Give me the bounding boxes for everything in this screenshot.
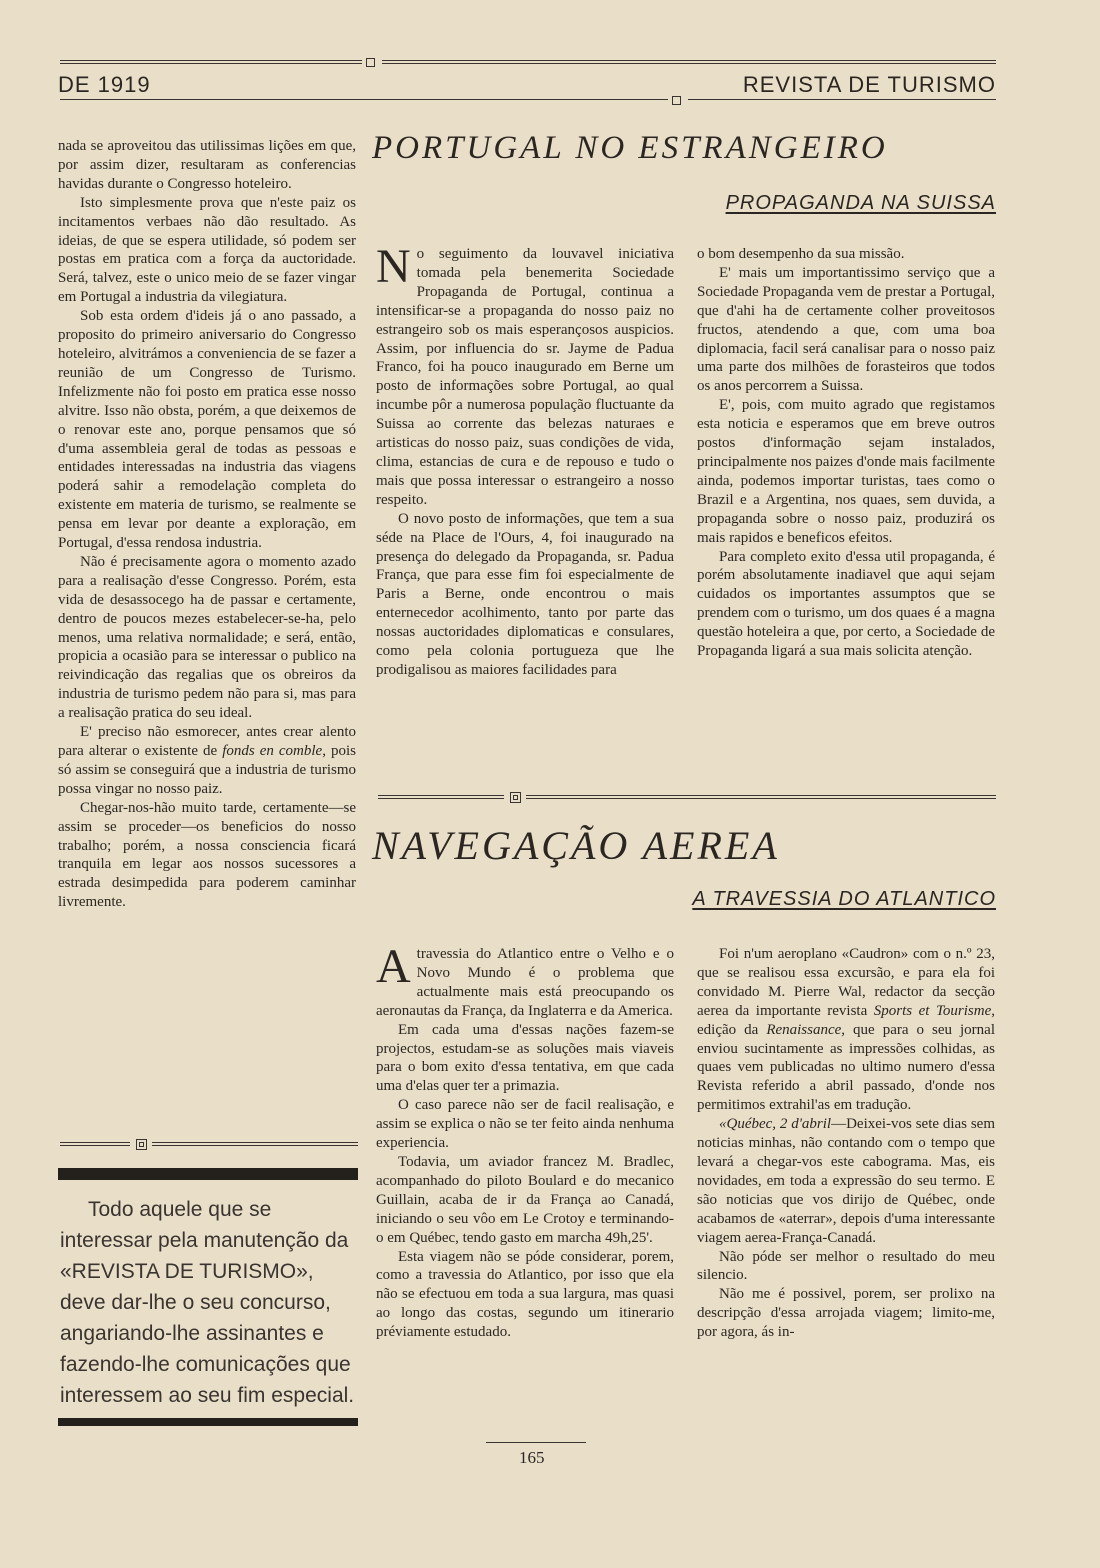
section-rule [526, 795, 996, 799]
italic-dateline: «Québec, 2 d'abril [719, 1116, 832, 1133]
top-rule-left [60, 60, 362, 64]
paragraph: E' preciso não esmorecer, antes crear alento para alterar o existente de fonds en comble, pois só assim se conseguirá que a industria de turismo possa vingar no nosso paiz. [58, 724, 356, 797]
paragraph: Não me é possivel, porem, ser prolixo na descripção d'essa arrojada viagem; limito-me, por agora, ás in- [697, 1286, 995, 1341]
drop-cap: N [376, 240, 411, 293]
article1-column-1 [376, 240, 674, 680]
paragraph: Isto simplesmente prova que n'este paiz os incitamentos verbaes não dão resultado. As ideias, de que se espera utilidade, só podem ser postas em pratica com a força da auctoridade. Será, talvez, este o unico meio de se fazer vingar em Portugal a industria da vilegiatura. [58, 194, 356, 306]
section-rule [378, 795, 504, 799]
top-rule-right [382, 60, 996, 64]
article2-column-2 [697, 945, 995, 1342]
paragraph: E', pois, com muito agrado que registamos esta noticia e esperamos que em breve outros postos d'informação sejam instalados, principalmente nos paizes d'onde mais facilmente ainda, podemos importar turistas, taes como o Brazil e a Argentina, nos quaes, sem duvida, a propaganda sobre o nosso paiz, produzirá os mais rapidos e beneficos efeitos. [697, 397, 996, 546]
paragraph: Chegar-nos-hão muito tarde, certamente—se assim se proceder—os beneficios do nosso trabalho; porém, a nossa consciencia ficará tranquila em legar aos nossos sucessores a estrada desimpedida para poderem caminhar livremente. [58, 799, 356, 911]
page-number: 165 [519, 1448, 545, 1467]
paragraph: Todavia, um aviador francez M. Bradlec, acompanhado do piloto Boulard e do mecanico Guillain, acaba de ir da França ao Canadá, iniciando o seu vôo em Le Crotoy e terminando-o em Québec, tendo gasto em marcha 49h,25'. [376, 1153, 674, 1246]
paragraph: O novo posto de informações, que tem a sua séde na Place de l'Ours, 4, foi inaugurado na presença do delegado da Propaganda, sr. Padua França, que para esse fim foi especialmente de Paris a Berne, onde encontrou o mais enternecedor acolhimento, tanto por parte das nossas auctoridades diplomaticas e consulares, como pela colonia portugueza que lhe prodigalisou as maiores facilidades para [376, 510, 674, 678]
header-rule-left [60, 99, 668, 100]
left-column [58, 137, 356, 912]
italic-phrase: fonds en comble [222, 743, 323, 759]
paragraph: O caso parece não ser de facil realisação, e assim se explica o não se ter feito ainda nenhuma experiencia. [376, 1097, 674, 1152]
article1-column-2 [697, 245, 995, 661]
ornament-box [510, 792, 521, 803]
paragraph: nada se aproveitou das utilissimas lições em que, por assim dizer, resultaram as conferencias havidas durante o Congresso hoteleiro. [58, 138, 356, 192]
article-subtitle: PROPAGANDA NA SUISSA [725, 192, 996, 214]
header-issue-year: DE 1919 [58, 72, 151, 97]
notice-bottom-bar [58, 1418, 358, 1426]
article-title: PORTUGAL NO ESTRANGEIRO [372, 130, 888, 166]
header-magazine-name: REVISTA DE TURISMO [742, 72, 996, 97]
paragraph: Foi n'um aeroplano «Caudron» com o n.º 23, que se realisou essa excursão, e para ela foi convidado M. Pierre Wal, redactor da secção aerea da importante revista Sports et Tourisme, edição da Renaissance, que para o seu jornal enviou sucintamente as impressões colhidas, as quaes vem publicadas no ultimo numero d'essa Revista referido a abril passado, d'onde nos permitimos extrahil'as em tradução. [697, 946, 996, 1114]
article-subtitle: A TRAVESSIA DO ATLANTICO [692, 888, 996, 910]
paragraph: Sob esta ordem d'ideis já o ano passado, a proposito do primeiro aniversario do Congresso hoteleiro, alvitrámos a conveniencia de se fazer a reunião de um Congresso de Turismo. Infelizmente não foi posto em pratica esse nosso alvitre. Isso não obsta, porém, a que deixemos de o renovar este ano, porque pensamos que só d'uma assembleia geral de todas as pessoas e entidades interessadas na industria das viagens poderá sahir a remodelação completa do existente em materia de turismo, se realmente se pensa em levar por deante a exploração, em Portugal, d'essa rendosa industria. [58, 308, 356, 552]
article2-column-1 [376, 940, 674, 1342]
paragraph: «Québec, 2 d'abril—Deixei-vos sete dias sem noticias minhas, não contando com o tempo que levará a chegar-vos este cabograma. Mas, eis novidades, em toda a expressão do seu termo. E são noticias que vos dirijo de Québec, onde acabamos de «aterrar», depois d'uma interessante viagem aerea-França-Canadá. [697, 1116, 995, 1246]
italic-title: Renaissance [766, 1021, 842, 1038]
section-rule [60, 1142, 130, 1146]
ornament-box [136, 1139, 147, 1150]
section-rule [152, 1142, 358, 1146]
italic-title: Sports et Tourisme [873, 1002, 992, 1019]
paragraph: Atravessia do Atlantico entre o Velho e o Novo Mundo é o problema que actualmente mais está preocupando os aeronautas da França, da Inglaterra e da America. [376, 940, 674, 1019]
paragraph: E' mais um importantissimo serviço que a Sociedade Propaganda vem de prestar a Portugal, que d'ahi ha de certamente colher proveitosos fructos, atendendo a que, com uma boa diplomacia, facil será canalisar para o nosso paiz uma parte dos milhões de forasteiros que todos os anos percorrem a Suissa. [697, 264, 995, 395]
paragraph: Não póde ser melhor o resultado do meu silencio. [697, 1248, 995, 1284]
ornament-box [672, 96, 681, 105]
paragraph: Em cada uma d'essas nações fazem-se projectos, estudam-se as soluções mais viaveis para o bom exito d'essa tentativa, em que cada uma d'elas quer ter a primazia. [376, 1021, 674, 1095]
paragraph: Não é precisamente agora o momento azado para a realisação d'esse Congresso. Porém, esta vida de desassocego ha de passar e certamente, dentro de poucos mezes estabelecer-se-ha, pelo menos, uma relativa normalidade; e será, então, propicia a ocasião para se interessar o publico na reivindicação das regalias que os obreiros da industria de turismo pedem não para si, mas para a realisação pratica do seu ideal. [58, 553, 356, 722]
article-title: NAVEGAÇÃO AEREA [372, 823, 780, 868]
notice-top-bar [58, 1168, 358, 1180]
footer-rule [486, 1442, 586, 1443]
paragraph: Esta viagem não se póde considerar, porem, como a travessia do Atlantico, por isso que ela não se efectuou em toda a sua largura, mas quasi ao longo das costas, segundo um itinerario préviamente estudado. [376, 1248, 674, 1341]
header-rule-right [688, 99, 996, 100]
drop-cap: A [376, 940, 411, 993]
paragraph: o bom desempenho da sua missão. [697, 246, 905, 262]
ornament-box [366, 58, 375, 67]
subscription-notice: Todo aquele que se interessar pela manutenção da «REVISTA DE TURISMO», deve dar-lhe o seu concurso, angariando-lhe assinantes e fazendo-lhe comunicações que interessem ao seu fim especial. [60, 1198, 355, 1407]
paragraph: Para completo exito d'essa util propaganda, é porém absolutamente inadiavel que aqui sejam cuidados os importantes assumptos que se prendem com o turismo, um dos quaes é a magna questão hoteleira a que, por certo, a Sociedade de Propaganda ligará a sua mais solicita atenção. [697, 548, 995, 660]
paragraph: No seguimento da louvavel iniciativa tomada pela benemerita Sociedade Propaganda de Portugal, continua a intensificar-se a propaganda do nosso paiz no estrangeiro sob os mais esperançosos auspicios. Assim, por influencia do sr. Jayme de Padua Franco, foi ha pouco inaugurado em Berne um posto de informações sobre Portugal, ao qual incumbe pôr a numerosa população fluctuante da Suissa ao corrente das belezas naturaes e artisticas do nosso paiz, suas condições de vida, clima, estancias de cura e de repouso e tudo o mais que possa interessar o estrangeiro a nosso respeito. [376, 240, 674, 508]
